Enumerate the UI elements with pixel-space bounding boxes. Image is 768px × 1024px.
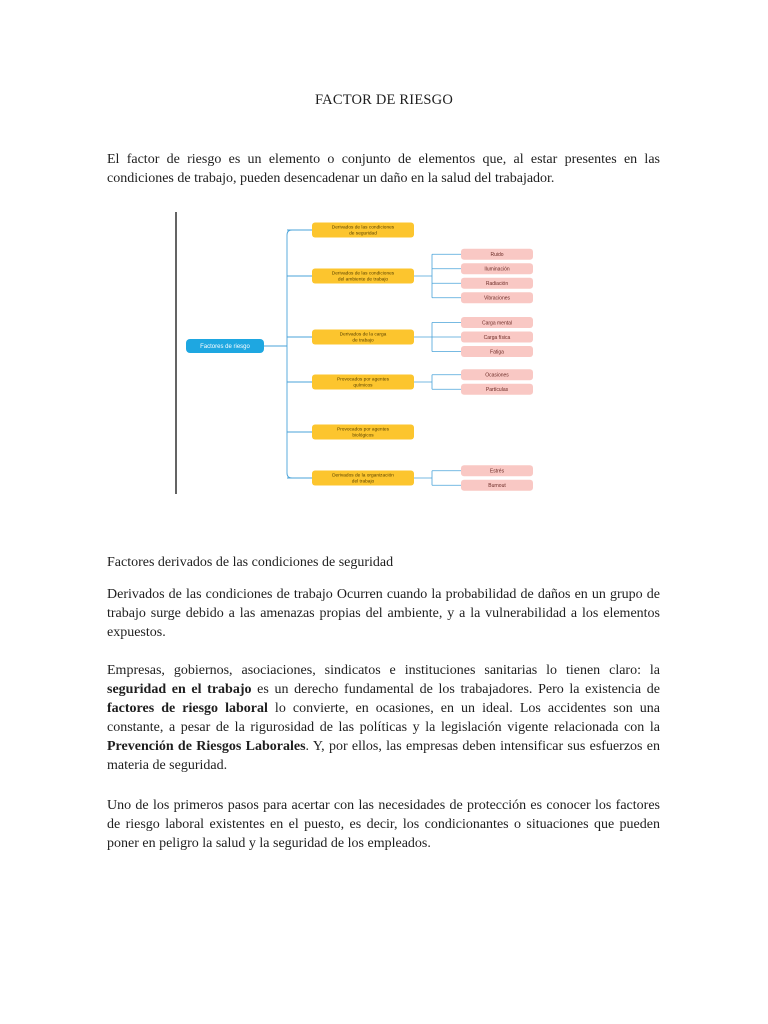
branch-node-label: Derivados de las condiciones — [331, 271, 395, 277]
branch-node-label: de trabajo — [352, 338, 374, 344]
branch-node-label: de seguridad — [349, 231, 377, 237]
leaf-node-label: Carga física — [483, 334, 511, 341]
page-title: FACTOR DE RIESGO — [314, 92, 453, 108]
leaf-node-label: Burnout — [488, 483, 506, 490]
p2-text-4: . Y, por ellos, las empresas deben intensificar sus esfuerzos en materia de seguridad. — [107, 739, 661, 773]
leaf-node-label: Vibraciones — [483, 295, 511, 302]
leaf-node-label: Iluminación — [484, 266, 510, 273]
section-heading: Factores derivados de las condiciones de seguridad — [107, 555, 394, 570]
root-node-label: Factores de riesgo — [200, 344, 250, 351]
paragraph-1: Derivados de las condiciones de trabajo Ocurren cuando la probabilidad de daños en un grupo de trabajo surge debido a las amenazas propias del ambiente, y a la vulnerabilidad a los elementos expuestos. — [107, 587, 660, 640]
leaf-node-label: Ruido — [490, 252, 504, 259]
branch-node-label: químicos — [353, 383, 373, 389]
leaf-node-label: Estrés — [489, 468, 505, 475]
leaf-node-label: Partículas — [485, 387, 509, 394]
p2-text-2: es un derecho fundamental de los trabajadores. Pero la existencia de — [251, 682, 660, 697]
p2-text-1: Empresas, gobiernos, asociaciones, sindicatos e instituciones sanitarias lo tienen claro: la — [107, 663, 660, 678]
intro-paragraph: El factor de riesgo es un elemento o conjunto de elementos que, al estar presentes en las condiciones de trabajo, pueden desencadenar un daño en la salud del trabajador. — [107, 152, 660, 186]
p2-bold-prevencion: Prevención de Riesgos Laborales — [107, 739, 306, 754]
branch-node-label: Derivados de la carga — [339, 332, 387, 338]
leaf-node-label: Ocasiones — [485, 372, 509, 379]
branch-node-label: Provocados por agentes — [337, 377, 389, 383]
p2-bold-seguridad: seguridad en el trabajo — [107, 682, 252, 697]
leaf-node-label: Fatiga — [490, 349, 504, 356]
branch-node-label: biológicos — [352, 433, 374, 439]
branch-node-label: Derivados de la organización — [332, 473, 394, 479]
paragraph-2 — [107, 661, 660, 775]
branch-node-label: del trabajo — [351, 479, 375, 485]
leaf-node-label: Carga mental — [481, 320, 513, 327]
p2-text-3: lo convierte, en ocasiones, en un ideal. Los accidentes son una constante, a pesar de la rigurosidad de las políticas y la legislación vigente relacionada con la — [107, 701, 660, 735]
branch-node-label: Derivados de las condiciones — [331, 225, 395, 231]
paragraph-3: Uno de los primeros pasos para acertar con las necesidades de protección es conocer los factores de riesgo laboral existentes en el puesto, es decir, los condicionantes o situaciones que pueden poner en peligro la salud y la seguridad de los empleados. — [107, 798, 660, 851]
p2-bold-factores: factores de riesgo laboral — [107, 701, 268, 716]
branch-node-label: del ambiente de trabajo — [337, 277, 389, 283]
leaf-node-label: Radiación — [485, 281, 509, 288]
branch-node-label: Provocados por agentes — [337, 427, 389, 433]
